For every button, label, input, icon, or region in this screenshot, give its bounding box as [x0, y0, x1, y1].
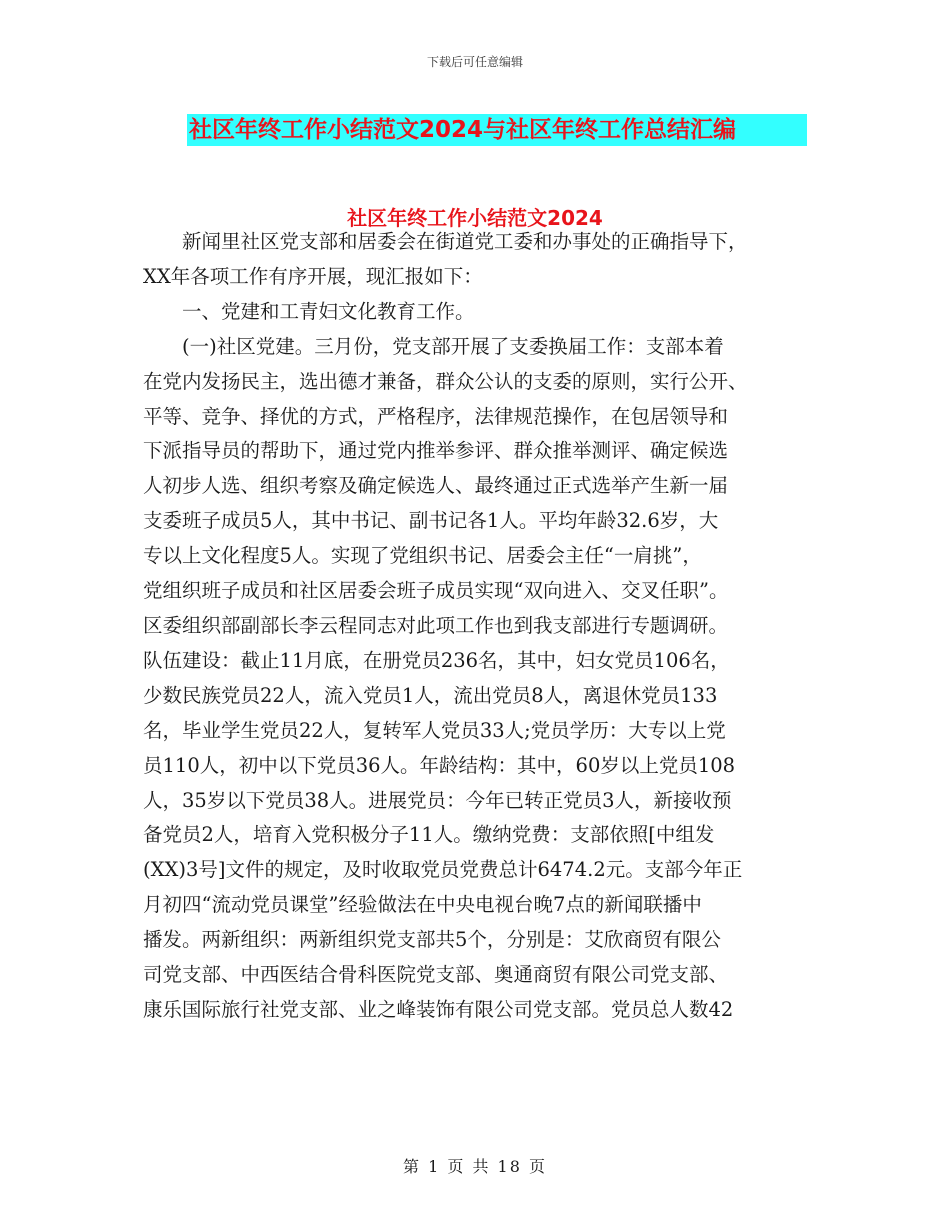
body-line: 名，毕业学生党员22人，复转军人党员33人;党员学历：大专以上党	[143, 718, 726, 742]
body-line: 平等、竞争、择优的方式，严格程序，法律规范操作，在包居领导和	[143, 404, 729, 428]
body-line: 队伍建设：截止11月底，在册党员236名，其中，妇女党员106名，	[143, 648, 730, 672]
body-line: (一)社区党建。三月份，党支部开展了支委换届工作：支部本着	[143, 334, 724, 358]
page-header-note: 下载后可任意编辑	[426, 55, 523, 69]
body-line: 区委组织部副部长李云程同志对此项工作也到我支部进行专题调研。	[143, 613, 729, 637]
body-line: 播发。两新组织：两新组织党支部共5个，分别是：艾欣商贸有限公	[143, 928, 721, 952]
body-line: 月初四“流动党员课堂”经验做法在中央电视台晚7点的新闻联播中	[143, 893, 702, 917]
main-title: 社区年终工作小结范文2024与社区年终工作总结汇编	[187, 114, 807, 146]
body-line: 在党内发扬民主，选出德才兼备，群众公认的支委的原则，实行公开、	[143, 369, 748, 393]
body-line: 少数民族党员22人，流入党员1人，流出党员8人，离退休党员133	[143, 683, 718, 707]
body-line: 一、党建和工青妇文化教育工作。	[143, 299, 475, 323]
body-line: 司党支部、中西医结合骨科医院党支部、奥通商贸有限公司党支部、	[143, 963, 729, 987]
body-line: 专以上文化程度5人。实现了党组织书记、居委会主任“一肩挑”，	[143, 544, 702, 568]
body-line: 新闻里社区党支部和居委会在街道党工委和办事处的正确指导下，	[143, 230, 748, 253]
page-number-footer: 第 1 页 共 18 页	[403, 1157, 547, 1176]
body-line: 下派指导员的帮助下，通过党内推举参评、群众推举测评、确定候选	[143, 439, 729, 463]
main-title-container	[187, 114, 807, 146]
body-line: 康乐国际旅行社党支部、业之峰装饰有限公司党支部。党员总人数42	[143, 997, 734, 1021]
body-line: 支委班子成员5人，其中书记、副书记各1人。平均年龄32.6岁，大	[143, 509, 719, 533]
body-line: 备党员2人，培育入党积极分子11人。缴纳党费：支部依照[中组发	[143, 823, 715, 847]
body-line: 人，35岁以下党员38人。进展党员：今年已转正党员3人，新接收预	[143, 788, 732, 812]
body-line: 员110人，初中以下党员36人。年龄结构：其中，60岁以上党员108	[143, 753, 736, 777]
body-line: 党组织班子成员和社区居委会班子成员实现“双向进入、交叉任职”。	[143, 579, 729, 603]
body-line: (XX)3号]文件的规定，及时收取党员党费总计6474.2元。支部今年正	[143, 858, 743, 882]
sub-title: 社区年终工作小结范文2024	[347, 206, 603, 230]
body-line: XX年各项工作有序开展，现汇报如下：	[143, 264, 483, 288]
body-text	[143, 225, 808, 1028]
body-line: 人初步人选、组织考察及确定候选人、最终通过正式选举产生新一届	[143, 474, 729, 498]
